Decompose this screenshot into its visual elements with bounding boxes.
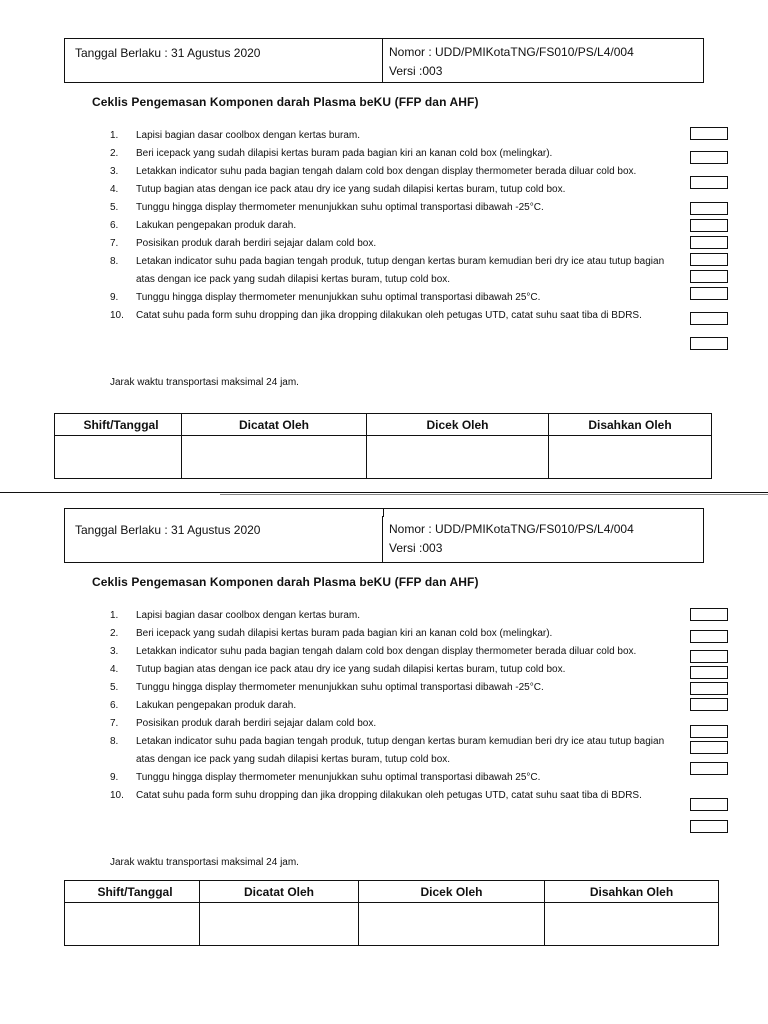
table-cell-approved-by[interactable] [545,903,719,946]
checkbox-step-8b[interactable] [690,287,728,300]
table-header-shift: Shift/Tanggal [65,881,200,903]
table-cell-checked-by[interactable] [367,436,549,479]
list-item: 10. Catat suhu pada form suhu dropping dan jika dropping dilakukan oleh petugas UTD, catat suhu saat tiba di BDRS. [110,790,642,801]
steps-list [0,607,768,805]
checkbox-step-4[interactable] [690,682,728,695]
table-cell-shift[interactable] [55,436,182,479]
checkbox-step-10[interactable] [690,337,728,350]
table-header-checked-by: Dicek Oleh [359,881,545,903]
signature-table [64,880,719,946]
table-cell-approved-by[interactable] [549,436,712,479]
document-header [64,38,704,83]
checkbox-step-7[interactable] [690,741,728,754]
checkbox-step-9[interactable] [690,798,728,811]
table-header-checked-by: Dicek Oleh [367,414,549,436]
page-title: Ceklis Pengemasan Komponen darah Plasma beKU (FFP dan AHF) [92,575,479,589]
table-cell-recorded-by[interactable] [182,436,367,479]
list-item: 8. Letakan indicator suhu pada bagian tengah produk, tutup dengan kertas buram kemudian beri dry ice atau tutup bagian atas dengan ice pack yang sudah dilapisi kertas buram, tutup cold box. [110,736,665,765]
checkbox-step-3[interactable] [690,176,728,189]
table-cell-recorded-by[interactable] [200,903,359,946]
checkbox-step-6[interactable] [690,236,728,249]
list-item: 4. Tutup bagian atas dengan ice pack atau dry ice yang sudah dilapisi kertas buram, tutup cold box. [110,184,566,195]
effective-date: Tanggal Berlaku : 31 Agustus 2020 [65,39,383,82]
checkbox-step-4[interactable] [690,202,728,215]
table-header-recorded-by: Dicatat Oleh [200,881,359,903]
effective-date: Tanggal Berlaku : 31 Agustus 2020 [65,516,383,562]
checkbox-step-5[interactable] [690,698,728,711]
document-number: Nomor : UDD/PMIKotaTNG/FS010/PS/L4/004 [389,45,634,59]
page-divider-shadow [220,494,768,495]
list-item: 4. Tutup bagian atas dengan ice pack atau dry ice yang sudah dilapisi kertas buram, tutup cold box. [110,664,566,675]
header-top-strip [64,508,704,516]
checkbox-step-2[interactable] [690,630,728,643]
checkbox-step-1[interactable] [690,608,728,621]
checkbox-step-8[interactable] [690,762,728,775]
list-item: 6. Lakukan pengepakan produk darah. [110,220,297,231]
document-version: Versi :003 [389,541,443,555]
checkbox-step-10[interactable] [690,820,728,833]
checkbox-step-2[interactable] [690,151,728,164]
list-item: 7. Posisikan produk darah berdiri sejajar dalam cold box. [110,718,377,729]
list-item: 8. Letakan indicator suhu pada bagian tengah produk, tutup dengan kertas buram kemudian beri dry ice atau tutup bagian atas dengan ice pack yang sudah dilapisi kertas buram, tutup cold box. [110,256,665,285]
page-title: Ceklis Pengemasan Komponen darah Plasma beKU (FFP dan AHF) [92,95,479,109]
checkbox-step-9[interactable] [690,312,728,325]
list-item: 3. Letakkan indicator suhu pada bagian tengah dalam cold box dengan display thermometer berada diluar cold box. [110,166,637,177]
table-cell-checked-by[interactable] [359,903,545,946]
signature-table [54,413,712,479]
document-version: Versi :003 [389,64,443,78]
table-header-shift: Shift/Tanggal [55,414,182,436]
list-item: 2. Beri icepack yang sudah dilapisi kertas buram pada bagian kiri an kanan cold box (melingkar). [110,628,553,639]
list-item: 9. Tunggu hingga display thermometer menunjukkan suhu optimal transportasi dibawah 25°C. [110,772,541,783]
checkbox-step-6[interactable] [690,725,728,738]
max-transport-time-note: Jarak waktu transportasi maksimal 24 jam. [110,857,299,868]
table-header-approved-by: Disahkan Oleh [545,881,719,903]
steps-list [0,127,768,325]
checkbox-step-3a[interactable] [690,650,728,663]
checkbox-step-5[interactable] [690,219,728,232]
list-item: 6. Lakukan pengepakan produk darah. [110,700,297,711]
list-item: 7. Posisikan produk darah berdiri sejajar dalam cold box. [110,238,377,249]
table-header-approved-by: Disahkan Oleh [549,414,712,436]
table-cell-shift[interactable] [65,903,200,946]
list-item: 2. Beri icepack yang sudah dilapisi kertas buram pada bagian kiri an kanan cold box (melingkar). [110,148,553,159]
list-item: 5. Tunggu hingga display thermometer menunjukkan suhu optimal transportasi dibawah -25°C. [110,682,544,693]
checkbox-step-3b[interactable] [690,666,728,679]
list-item: 1. Lapisi bagian dasar coolbox dengan kertas buram. [110,610,361,621]
checkbox-step-8a[interactable] [690,270,728,283]
document-header [64,516,704,563]
list-item: 5. Tunggu hingga display thermometer menunjukkan suhu optimal transportasi dibawah -25°C. [110,202,544,213]
list-item: 3. Letakkan indicator suhu pada bagian tengah dalam cold box dengan display thermometer berada diluar cold box. [110,646,637,657]
list-item: 1. Lapisi bagian dasar coolbox dengan kertas buram. [110,130,361,141]
max-transport-time-note: Jarak waktu transportasi maksimal 24 jam. [110,377,299,388]
checkbox-step-7[interactable] [690,253,728,266]
checkbox-step-1[interactable] [690,127,728,140]
document-number: Nomor : UDD/PMIKotaTNG/FS010/PS/L4/004 [389,522,634,536]
table-header-recorded-by: Dicatat Oleh [182,414,367,436]
page-divider [0,492,768,493]
list-item: 10. Catat suhu pada form suhu dropping dan jika dropping dilakukan oleh petugas UTD, catat suhu saat tiba di BDRS. [110,310,642,321]
list-item: 9. Tunggu hingga display thermometer menunjukkan suhu optimal transportasi dibawah 25°C. [110,292,541,303]
